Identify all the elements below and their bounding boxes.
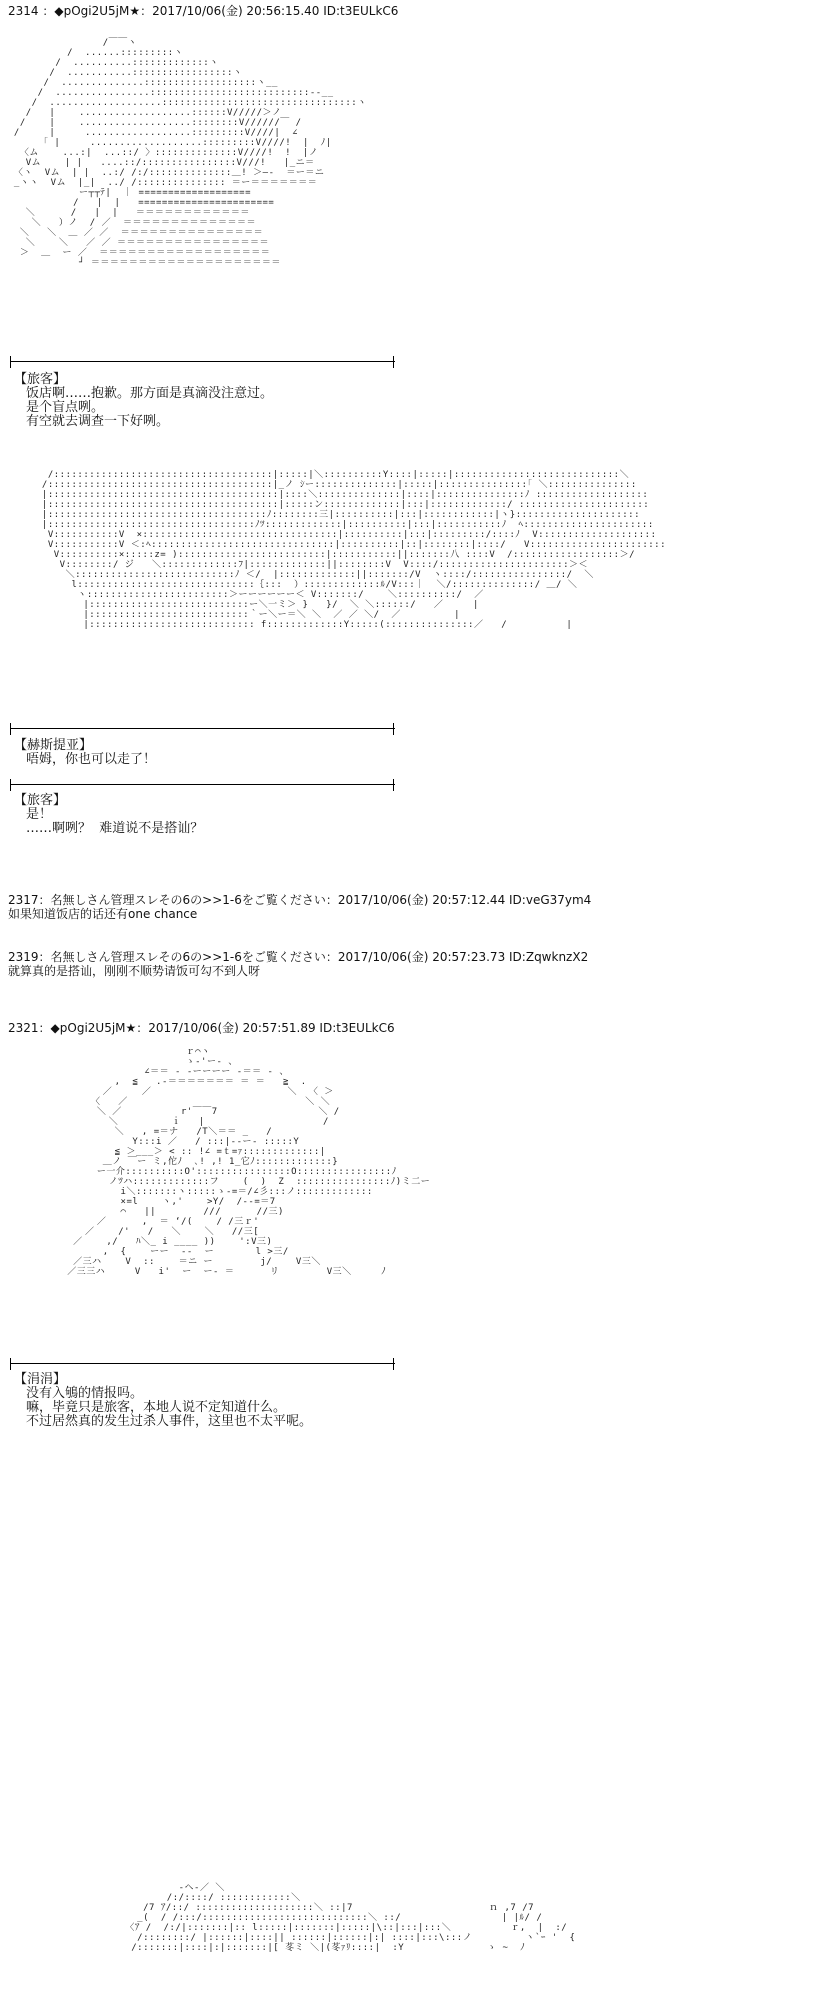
- separator-line: [10, 784, 395, 785]
- dialog-line: ……啊咧？ 难道说不是搭讪？: [26, 821, 204, 836]
- post-header: 2319：名無しさん管理スレその6の>>1-6をご覧ください：2017/10/06(金) 20:57:23.73 ID:ZqwknzX2: [8, 950, 589, 964]
- ascii-art-traveler: /￣￣ヽ / ......:::::::::ヽ / ..........:::::::::::::ヽ / ...........:::::::::::::::::ヽ / ..............:::::::::::::::::::ヽ__ / ................:::::::::::::::::::::::::::--__ / ...................:::::::::::::::::::::::::::::::::ヽ / | ...................::::::V/////＞ノ / | ...................::::::::V//////￣ / / | ..................:::::::::V////| ∠ ｢ | ...................:::::::::V////! | ﾉ| 〈ム ...:| ...::/ 〉::::::::::::::V////! ! |ノ Vム | | ....::/::::::::::::::::V///! |_ニ＝ 〈ヽ Vム | | ..:/ /:/::::::::::::::＿! ＞—‐ ＝ー＝ニ _ヽヽ Vム |_| ../ /::::::::::::::: ＝ー＝＝＝＝＝＝＝ ー┬┬ﾃ| ｜ =================== / | | ======================= ＼ / | | ＝＝＝＝＝＝＝＝＝＝＝＝ ＼ ）ノ / ／ ＝＝＝＝＝＝＝＝＝＝＝＝＝＝ ＼ ＼ ＿ ／ ／ ＝＝＝＝＝＝＝＝＝＝＝＝＝＝＝ ＼ ＼ ／ ／ ＝＝＝＝＝＝＝＝＝＝＝＝＝＝＝＝ ＞ ＿ ー ／ ＝＝＝＝＝＝＝＝＝＝＝＝＝＝＝＝＝＝ ┘ ＝＝＝＝＝＝＝＝＝＝＝＝＝＝＝＝＝＝＝＝: [13, 38, 367, 268]
- dialog-line: 唔姆，你也可以走了！: [26, 752, 157, 767]
- post-header: 2314 ：◆pOgi2U5jM★：2017/10/06(金) 20:56:15.40 ID:t3EULkC6: [8, 4, 399, 18]
- post-header: 2321：◆pOgi2U5jM★：2017/10/06(金) 20:57:51.89 ID:t3EULkC6: [8, 1021, 395, 1035]
- dialog-line: 是！: [26, 807, 53, 822]
- speaker-label: 【涓涓】: [14, 1372, 67, 1387]
- speaker-label: 【旅客】: [14, 793, 67, 808]
- post-body: 就算真的是搭讪，刚刚不顺势请饭可勾不到人呀: [8, 964, 261, 978]
- speaker-label: 【赫斯提亚】: [14, 738, 93, 753]
- dialog-line: 没有入鴝的情报吗。: [26, 1386, 144, 1401]
- dialog-line: 嘛，毕竟只是旅客，本地人说不定知道什么。: [26, 1400, 287, 1415]
- separator-line: [10, 1363, 395, 1364]
- dialog-line: 饭店啊……抱歉。那方面是真滴没注意过。: [26, 386, 274, 401]
- dialog-line: 不过居然真的发生过杀人事件，这里也不太平呢。: [26, 1414, 313, 1429]
- ascii-art-juanjuan: ｒ⌒ヽ ゝ-'ー- 、 ∠＝＝ ‐ ‐ーーーー ‐＝＝ ‐ 、 , ≦ .‐＝＝＝＝＝＝＝ ＝ ＝ ≧ . ／ ／ ＼ 〈 ＞ 〈 ／ ＼ ＼ ＼ ／ r'￣￣7 ＼ / ＼ ｉ | / ＼ , =＝ナ /T＼＝＝ _ / Y:::i ／ / :::|‐‐ー‐ :::::Y ≦ ＞___＞ < :: !∠ =ｔ=ｧ:::::::::::::| ＿ノ ￣ー ミ,佗ﾉ ､! ,! 1_它ﾉ:::::::::::::} ー一介::::::::::O'::::::::::::::::O::::::::::::::::ﾉ ノﾂハ:::::::::::::フ ( ) Z ::::::::::::::::ﾉ)ミ二ー i＼:::::::ヽ:::::ゝ-=＝/∠彡:::ノ::::::::::::: ×=l ヽ,' >Y/ /‐‐=＝7 ⌒ || /// //三) ／ , ＝ ‘/( / /三ｒ' ／ /' / ＼ ＼ //三[ ／ ,/ ﾊ＼_ i ____ )) ':V三) , { ーー ‐‐ ー l >三/ ／三ハ V :: ＝ニ ー j/ V三＼ ／三三ハ V i' ー ー‐ ＝ リ V三＼ ﾉ: [67, 1047, 431, 1277]
- dialog-line: 有空就去调查一下好咧。: [26, 414, 170, 429]
- post-header: 2317：名無しさん管理スレその6の>>1-6をご覧ください：2017/10/06(金) 20:57:12.44 ID:veG37ym4: [8, 893, 592, 907]
- post-body: 如果知道饭店的话还有one chance: [8, 907, 198, 921]
- ascii-art-bottom: -ヘ-／ ＼ /:/::::/ ::::::::::::＼ /7 ｱ/::/ ::::::::::::::::::::＼ ::|7 ｎ ,7 /7 _( / /:::/::::::::::::::::::::::::::::＼ ::/ | |ﾙ/ / 〈ｱ / /:/|:::::::|:: l:::::|:::::::|:::::|\::|:::|:::＼ ｒ, | :/ /::::::::/ |::::::|::::|| ::::::|::::::|:| ::::|:::\:::ノ ヽ`ｰ ' { /:::::::|::::|:|:::::::|[ 苳ミ ＼|(苳ｧﾘ::::| :Y ゝ ~ ﾉ: [125, 1883, 576, 1953]
- separator-line: [10, 361, 395, 362]
- dialog-line: 是个盲点咧。: [26, 400, 105, 415]
- ascii-art-hestia: /:::::::::::::::::::::::::::::::::::::|:::::|＼::::::::::Y::::|:::::|::::::::::::::::::::::::::::＼ /::::::::::::::::::::::::::::::::::::::|_ノ ｼー::::::::::::::|:::::|:::::::::::::::｢ ＼::::::::::::::: |:::::::::::::::::::::::::::::::::::::::|::::＼::::::::::::::|::::|:::::::::::::::ﾉ ::::::::::::::::::: |:::::::::::::::::::::::::::::::::::::::|:::::ン:::::::::::::|:::|:::::::::::::/ :::::::::::::::::::::: |:::::::::::::::::::::::::::::::::::::ﾉ::::::::三|::::::::::|:::|::::::::::::|ヽ}::::::::::::::::::::: |:::::::::::::::::::::::::::::::::::ﾉﾂ:::::::::::::|::::::::::|:::|:::::::::::ﾉ ﾍ:::::::::::::::::::::: V:::::::::::V ×:::::::::::::::::::::::::::::::::|::::::::::|:::|:::::::::/::::ﾉ V:::::::::::::::::::: V:::::::::::V ＜:ﾍ:::::::::::::::::::::::::::::::|::::::::::|::|::::::::|::::/ V::::::::::::::::::::::: V::::::::::×:::::z= ):::::::::::::::::::::::::|:::::::::::||:::::::八 ::::V /::::::::::::::::::＞/ V::::::::/ ジ ＼:::::::::::::ﾌ|:::::::::::::||::::::::V V::::/::::::::::::::::::::::＞＜ ＼:::::::::::::::::::::::::::ﾉ ＜/ |:::::::::::::||:::::::/V ヽ::::/::::::::::::::::/ ＼ l::::::::::::::::::::::::::::::｛::: ）:::::::::::::ﾙ/V:::｜ ＼/::::::::::::::/ ＿/ ＼ ヽ::::::::::::::::::::::::＞ーーーーーー＜ V:::::::/ ＼::::::::::/ ／ |:::::::::::::::::::::::::::ー＼一ミ＞ } }/ ＼ ＼::::::/ ／ | |:::::::::::::::::::::::::::｀ー＼ー＝＼ ＼ ／ ／ ＼/ ／ | |:::::::::::::::::::::::::::: f:::::::::::::Y:::::(:::::::::::::::／ / |: [41, 470, 667, 630]
- speaker-label: 【旅客】: [14, 372, 67, 387]
- separator-line: [10, 728, 395, 729]
